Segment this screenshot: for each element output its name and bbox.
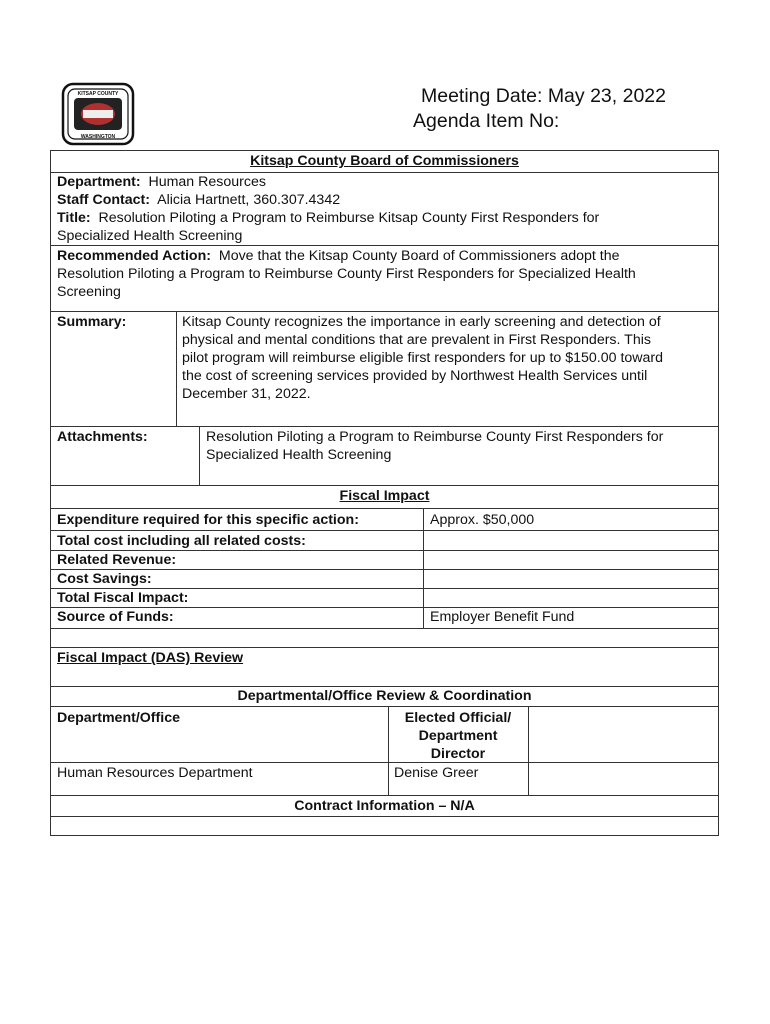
recommended-action-line2: Resolution Piloting a Program to Reimburse County First Responders for Specialized Health — [57, 266, 636, 282]
title-row — [57, 209, 599, 227]
department-label: Department: — [57, 174, 141, 190]
summary-line-5: December 31, 2022. — [182, 386, 311, 402]
recommended-action-row — [57, 247, 620, 265]
staff-contact-label: Staff Contact: — [57, 192, 151, 208]
fiscal-impact-heading: Fiscal Impact — [339, 488, 430, 504]
title-value-line1: Resolution Piloting a Program to Reimburse Kitsap County First Responders for — [98, 210, 600, 226]
agenda-item-number: Agenda Item No: — [413, 110, 560, 132]
review-official-value: Denise Greer — [394, 765, 479, 781]
review-col-official-header-3: Director — [430, 746, 486, 762]
department-value: Human Resources — [148, 174, 266, 190]
attachment-line-1[interactable]: Resolution Piloting a Program to Reimburse County First Responders for — [206, 429, 664, 445]
recommended-action-line3: Screening — [57, 284, 121, 300]
summary-line-3: pilot program will reimburse eligible first responders for up to $150.00 toward — [182, 350, 664, 366]
meeting-date: Meeting Date: May 23, 2022 — [421, 85, 666, 107]
fiscal-row-label: Source of Funds: — [57, 609, 174, 625]
fiscal-row-label: Total Fiscal Impact: — [57, 590, 189, 606]
department-row — [57, 173, 266, 191]
review-col-official-header-2: Department — [418, 728, 498, 744]
title-value-line2: Specialized Health Screening — [57, 228, 243, 244]
summary-label: Summary: — [57, 314, 127, 330]
attachment-line-2[interactable]: Specialized Health Screening — [206, 447, 392, 463]
summary-line-1: Kitsap County recognizes the importance in early screening and detection of — [182, 314, 661, 330]
review-col-department-header: Department/Office — [57, 710, 180, 726]
fiscal-row-label: Related Revenue: — [57, 552, 177, 568]
logo-bottom-text: WASHINGTON — [80, 134, 116, 140]
summary-line-2: physical and mental conditions that are prevalent in First Responders. This — [182, 332, 651, 348]
recommended-action-label: Recommended Action: — [57, 248, 211, 264]
board-title: Kitsap County Board of Commissioners — [250, 153, 519, 169]
review-col-official-header-1: Elected Official/ — [404, 710, 512, 726]
summary-line-4: the cost of screening services provided by Northwest Health Services until — [182, 368, 648, 384]
attachments-label: Attachments: — [57, 429, 148, 445]
staff-contact-row — [57, 191, 340, 209]
fiscal-row-value: Employer Benefit Fund — [430, 609, 575, 625]
recommended-action-line1: Move that the Kitsap County Board of Commissioners adopt the — [218, 248, 620, 264]
agenda-form — [50, 150, 719, 836]
review-department-value: Human Resources Department — [57, 765, 253, 781]
staff-contact-value: Alicia Hartnett, 360.307.4342 — [157, 192, 341, 208]
fiscal-row-label: Cost Savings: — [57, 571, 152, 587]
title-label: Title: — [57, 210, 91, 226]
logo-top-text: KITSAP COUNTY — [77, 91, 119, 97]
kitsap-county-logo — [57, 80, 139, 148]
review-heading: Departmental/Office Review & Coordination — [237, 688, 532, 704]
fiscal-row-value: Approx. $50,000 — [430, 512, 535, 528]
fiscal-row-label: Expenditure required for this specific action: — [57, 512, 359, 528]
fiscal-row-label: Total cost including all related costs: — [57, 533, 306, 549]
contract-heading: Contract Information – N/A — [294, 798, 475, 814]
das-review-heading: Fiscal Impact (DAS) Review — [57, 650, 244, 666]
